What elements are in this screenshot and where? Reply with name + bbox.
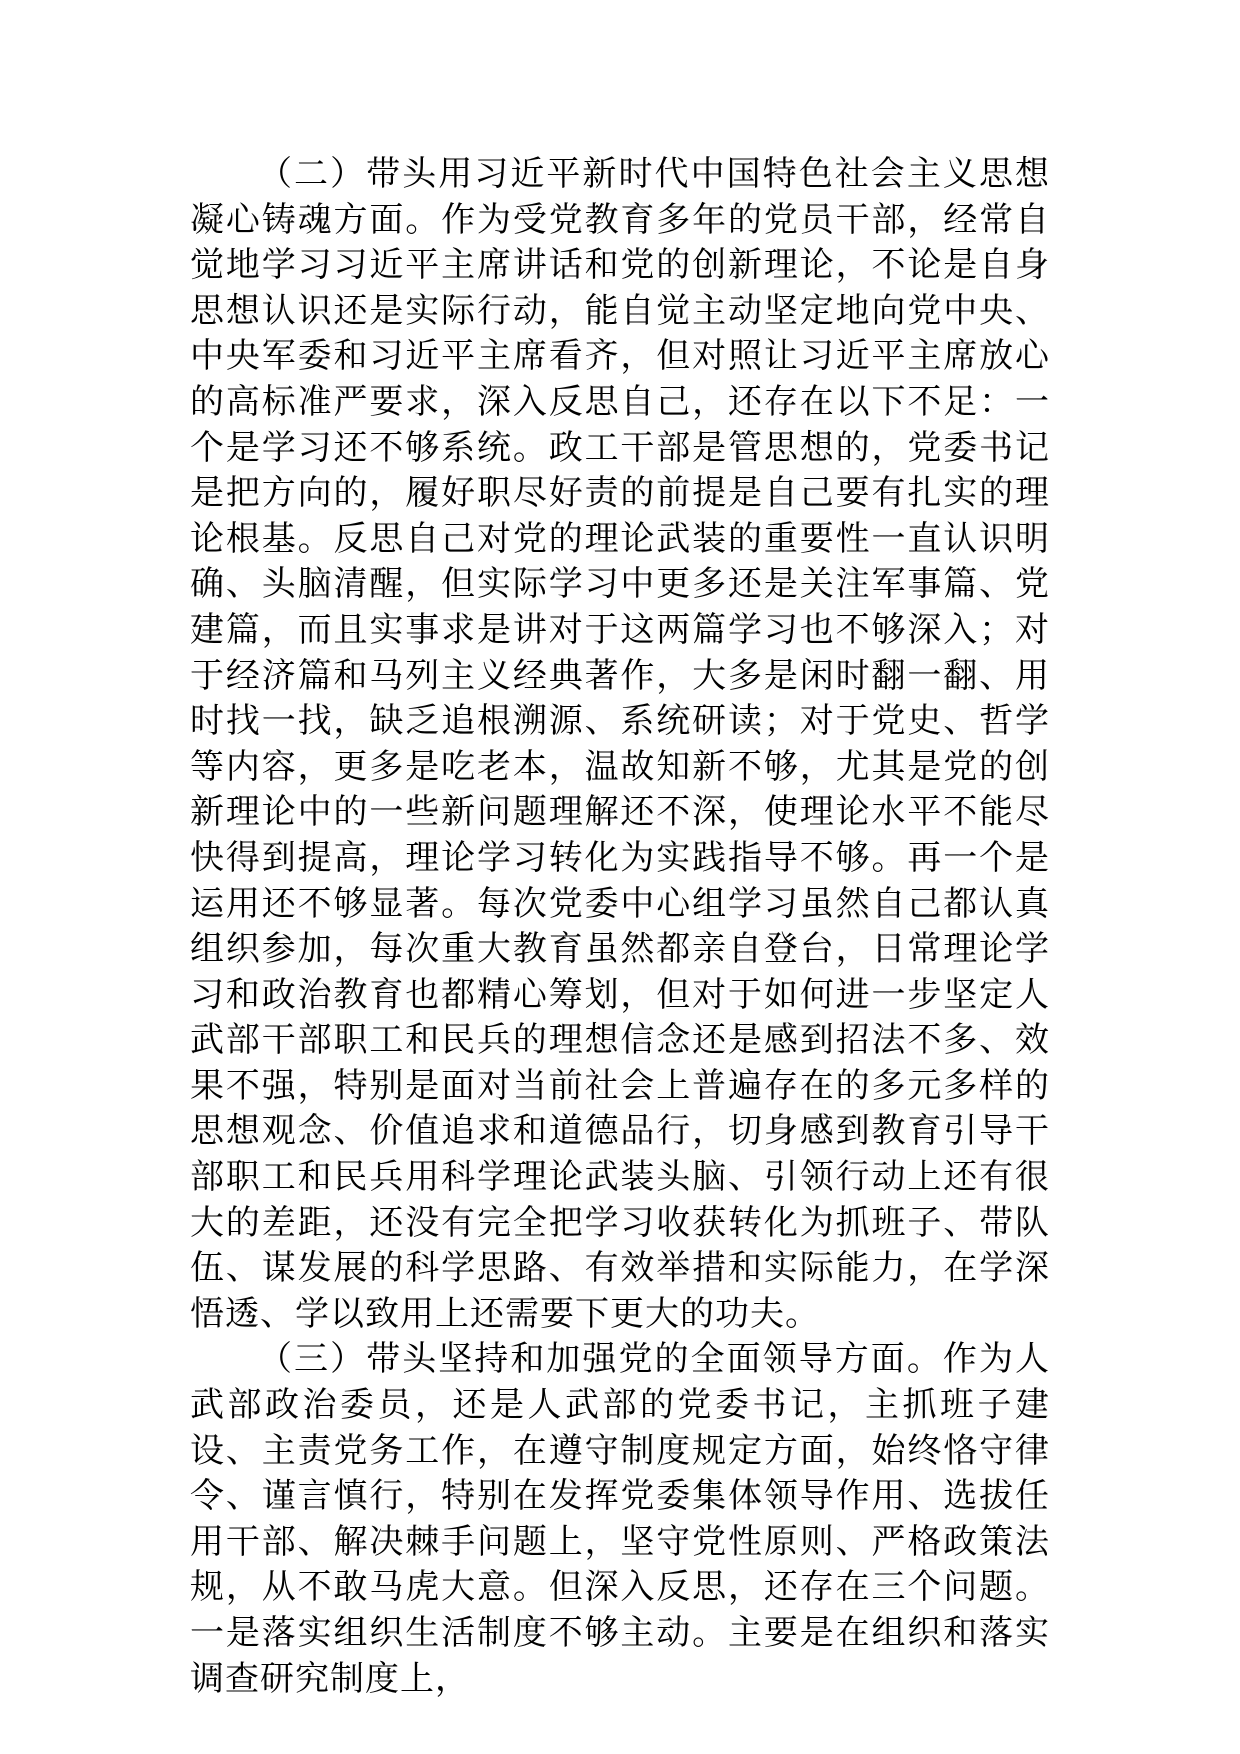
paragraph-section-two: （二）带头用习近平新时代中国特色社会主义思想凝心铸魂方面。作为受党教育多年的党员干部，经常自觉地学习习近平主席讲话和党的创新理论，不论是自身思想认识还是实际行动，能自觉主动坚定地向党中央、中央军委和习近平主席看齐，但对照让习近平主席放心的高标准严要求，深入反思自己，还存在以下不足：一个是学习还不够系统。政工干部是管思想的，党委书记是把方向的，履好职尽好责的前提是自己要有扎实的理论根基。反思自己对党的理论武装的重要性一直认识明确、头脑清醒，但实际学习中更多还是关注军事篇、党建篇，而且实事求是讲对于这两篇学习也不够深入；对于经济篇和马列主义经典著作，大多是闲时翻一翻、用时找一找，缺乏追根溯源、系统研读；对于党史、哲学等内容，更多是吃老本，温故知新不够，尤其是党的创新理论中的一些新问题理解还不深，使理论水平不能尽快得到提高，理论学习转化为实践指导不够。再一个是运用还不够显著。每次党委中心组学习虽然自己都认真组织参加，每次重大教育虽然都亲自登台，日常理论学习和政治教育也都精心筹划，但对于如何进一步坚定人武部干部职工和民兵的理想信念还是感到招法不多、效果不强，特别是面对当前社会上普遍存在的多元多样的思想观念、价值追求和道德品行，切身感到教育引导干部职工和民兵用科学理论武装头脑、引领行动上还有很大的差距，还没有完全把学习收获转化为抓班子、带队伍、谋发展的科学思路、有效举措和实际能力，在学深悟透、学以致用上还需要下更大的功夫。 [190, 154, 1050, 1334]
paragraph-section-three: （三）带头坚持和加强党的全面领导方面。作为人武部政治委员，还是人武部的党委书记，主抓班子建设、主责党务工作，在遵守制度规定方面，始终恪守律令、谨言慎行，特别在发挥党委集体领导作用、选拔任用干部、解决棘手问题上，坚守党性原则、严格政策法规，从不敢马虎大意。但深入反思，还存在三个问题。一是落实组织生活制度不够主动。主要是在组织和落实调查研究制度上， [190, 1339, 1050, 1699]
document-body [190, 152, 1050, 1702]
